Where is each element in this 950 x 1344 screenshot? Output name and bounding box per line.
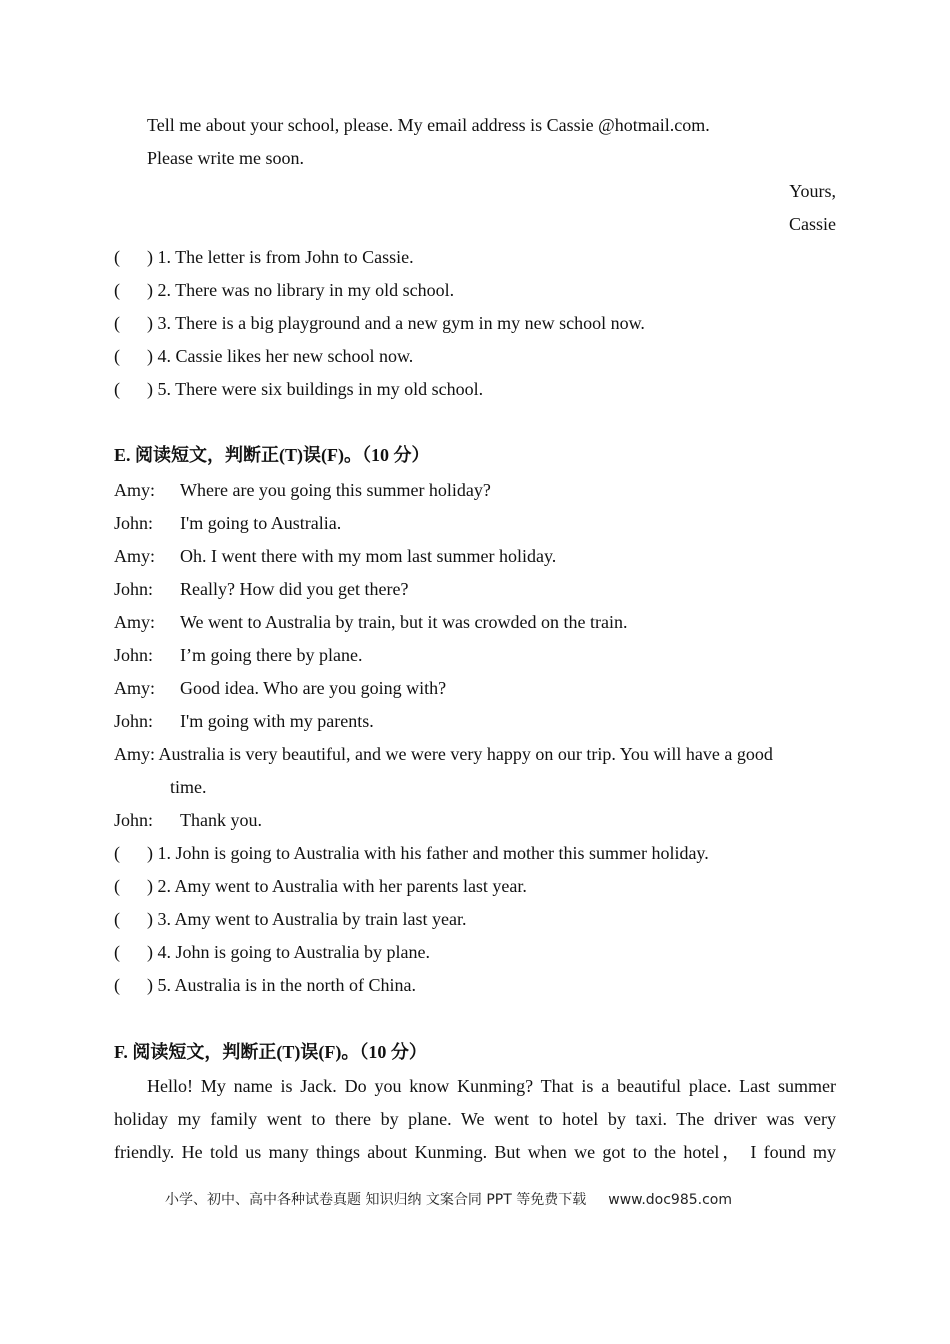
answer-blank[interactable]: ( [114, 876, 120, 896]
answer-blank[interactable]: ( [114, 942, 120, 962]
question-text: ) 1. John is going to Australia with his father and mother this summer holiday. [147, 843, 709, 863]
speaker: Amy: [114, 480, 156, 500]
question-d1 [114, 246, 836, 268]
question-e3 [114, 908, 836, 930]
answer-blank[interactable]: ( [114, 909, 120, 929]
letter-line: Please write me soon. [147, 148, 304, 168]
question-text: ) 5. There were six buildings in my old school. [147, 379, 484, 399]
dialogue-line [114, 578, 836, 600]
question-e5 [114, 974, 836, 996]
letter-signature: Cassie [789, 214, 836, 234]
utterance: Good idea. Who are you going with? [180, 678, 447, 698]
passage-line: friendly. He told us many things about Kunming. But when we got to the hotel， I found my [114, 1142, 836, 1162]
dialogue-line [114, 545, 836, 567]
speaker: Amy: [114, 678, 156, 698]
footer-url[interactable]: www.doc985.com [608, 1192, 732, 1208]
dialogue-long-line: Amy: Australia is very beautiful, and we were very happy on our trip. You will have a good [114, 744, 773, 764]
dialogue-line [114, 479, 836, 501]
passage-line: Hello! My name is Jack. Do you know Kunming? That is a beautiful place. Last summer [147, 1076, 836, 1096]
utterance: Where are you going this summer holiday? [180, 480, 491, 500]
question-d4 [114, 345, 836, 367]
passage-line: holiday my family went to there by plane. We went to hotel by taxi. The driver was very [114, 1109, 836, 1129]
question-text: ) 3. Amy went to Australia by train last year. [147, 909, 467, 929]
speaker: John: [114, 810, 154, 830]
utterance: Thank you. [180, 810, 262, 830]
question-e2 [114, 875, 836, 897]
dialogue-line [114, 710, 836, 732]
speaker: John: [114, 711, 154, 731]
answer-blank[interactable]: ( [114, 313, 120, 333]
utterance: I'm going with my parents. [180, 711, 374, 731]
question-text: ) 3. There is a big playground and a new gym in my new school now. [147, 313, 645, 333]
question-text: ) 2. Amy went to Australia with her parents last year. [147, 876, 527, 896]
answer-blank[interactable]: ( [114, 280, 120, 300]
question-text: ) 4. John is going to Australia by plane. [147, 942, 430, 962]
answer-blank[interactable]: ( [114, 379, 120, 399]
letter-closing: Yours, [789, 181, 836, 201]
utterance: I’m going there by plane. [180, 645, 363, 665]
question-text: ) 2. There was no library in my old school. [147, 280, 455, 300]
speaker: John: [114, 513, 154, 533]
question-e4 [114, 941, 836, 963]
answer-blank[interactable]: ( [114, 346, 120, 366]
question-d3 [114, 312, 836, 334]
speaker: John: [114, 645, 154, 665]
dialogue-line [114, 512, 836, 534]
dialogue-long-line-cont: time. [170, 777, 207, 797]
utterance: We went to Australia by train, but it was crowded on the train. [180, 612, 628, 632]
answer-blank[interactable]: ( [114, 247, 120, 267]
answer-blank[interactable]: ( [114, 843, 120, 863]
letter-line: Tell me about your school, please. My email address is Cassie @hotmail.com. [147, 115, 710, 135]
footer-text: 小学、初中、高中各种试卷真题 知识归纳 文案合同 PPT 等免费下载 [165, 1192, 587, 1208]
utterance: Oh. I went there with my mom last summer holiday. [180, 546, 557, 566]
section-e-heading: E. 阅读短文，判断正(T)误(F)。（10 分） [114, 445, 430, 465]
question-text: ) 5. Australia is in the north of China. [147, 975, 416, 995]
question-e1 [114, 842, 836, 864]
utterance: I'm going to Australia. [180, 513, 342, 533]
question-text: ) 1. The letter is from John to Cassie. [147, 247, 414, 267]
speaker: Amy: [114, 612, 156, 632]
dialogue-line [114, 644, 836, 666]
dialogue-line [114, 809, 836, 831]
dialogue-line [114, 677, 836, 699]
question-d5 [114, 378, 836, 400]
question-d2 [114, 279, 836, 301]
dialogue-line [114, 611, 836, 633]
answer-blank[interactable]: ( [114, 975, 120, 995]
page-footer [165, 1190, 732, 1210]
speaker: John: [114, 579, 154, 599]
utterance: Really? How did you get there? [180, 579, 409, 599]
section-f-heading: F. 阅读短文，判断正(T)误(F)。（10 分） [114, 1042, 427, 1062]
speaker: Amy: [114, 546, 156, 566]
question-text: ) 4. Cassie likes her new school now. [147, 346, 414, 366]
